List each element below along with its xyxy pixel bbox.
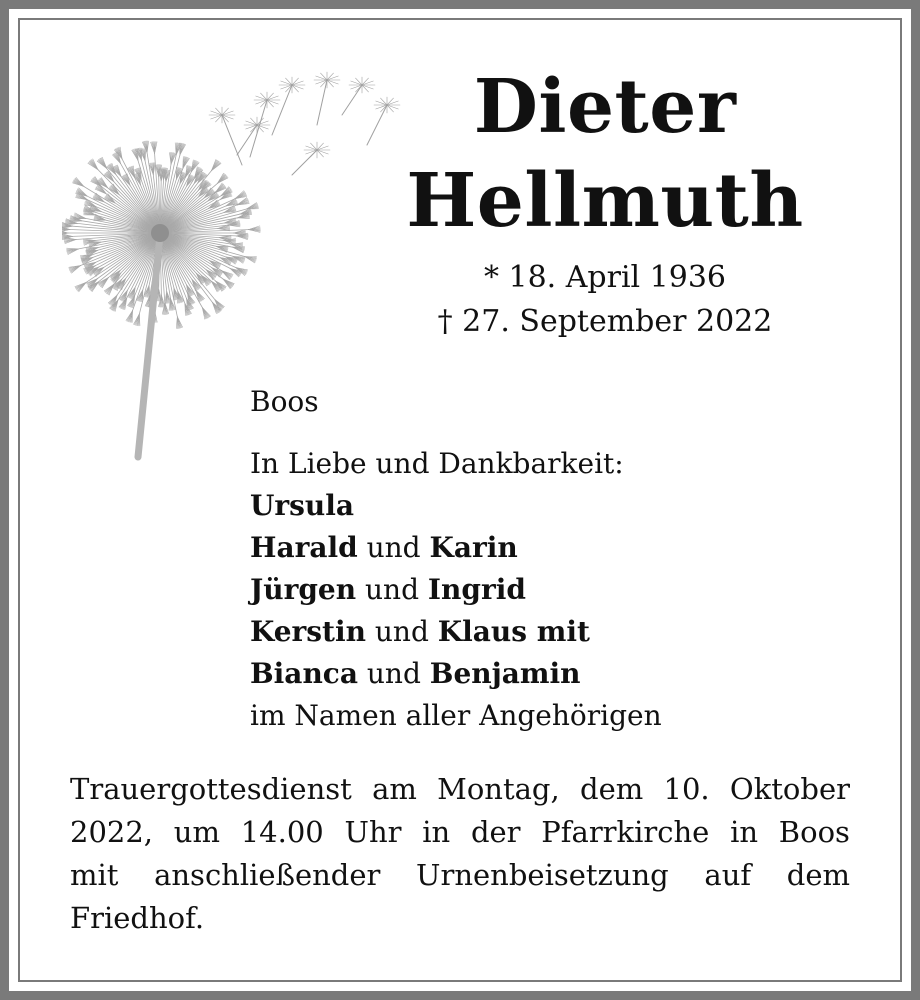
- service-word: der: [470, 815, 521, 849]
- deceased-first-name: Dieter: [473, 64, 737, 150]
- mourner-name: Klaus mit: [437, 615, 590, 648]
- mourner-line: [250, 653, 662, 695]
- life-dates: [400, 256, 810, 344]
- deceased-last-name: Hellmuth: [406, 158, 804, 244]
- mourners-block: [250, 381, 662, 737]
- mourner-line: [250, 569, 662, 611]
- service-word: in: [730, 815, 759, 849]
- mourner-name: Kerstin: [250, 615, 366, 648]
- mourner-line: [250, 611, 662, 653]
- spacer: [250, 423, 662, 443]
- service-word: Trauergottesdienst: [70, 772, 352, 806]
- service-word: um: [173, 815, 220, 849]
- service-line: [70, 811, 850, 854]
- service-word: auf: [704, 858, 752, 892]
- mourner-line: [250, 527, 662, 569]
- mourner-name: Benjamin: [429, 657, 581, 690]
- service-word: anschließender: [154, 858, 381, 892]
- service-word: dem: [580, 772, 644, 806]
- conjunction: und: [357, 531, 430, 564]
- service-word: Urnenbeisetzung: [416, 858, 669, 892]
- conjunction: und: [365, 615, 438, 648]
- service-word: Oktober: [729, 772, 850, 806]
- service-word: 10.: [663, 772, 710, 806]
- service-line: [70, 897, 850, 940]
- service-word: Friedhof.: [70, 901, 205, 935]
- service-word: mit: [70, 858, 119, 892]
- service-word: 2022,: [70, 815, 154, 849]
- mourner-line: [250, 485, 662, 527]
- mourner-name: Karin: [429, 531, 518, 564]
- service-line: [70, 768, 850, 811]
- mourner-name: Jürgen: [250, 573, 357, 606]
- conjunction: und: [356, 573, 428, 606]
- birth-date: * 18. April 1936: [483, 260, 727, 295]
- place-name: Boos: [250, 385, 319, 418]
- service-word: Boos: [778, 815, 850, 849]
- service-word: dem: [786, 858, 850, 892]
- death-date: † 27. September 2022: [437, 304, 773, 339]
- mourner-name: Ursula: [250, 489, 355, 522]
- service-line: [70, 854, 850, 897]
- conjunction: und: [358, 657, 430, 690]
- service-word: Montag,: [437, 772, 560, 806]
- mourners-closing: im Namen aller Angehörigen: [250, 699, 662, 732]
- mourner-name: Ingrid: [427, 573, 526, 606]
- service-announcement: [70, 768, 850, 940]
- service-word: am: [372, 772, 417, 806]
- mourner-name: Bianca: [250, 657, 358, 690]
- service-word: Uhr: [344, 815, 402, 849]
- service-word: Pfarrkirche: [541, 815, 710, 849]
- service-word: 14.00: [240, 815, 324, 849]
- mourner-name: Harald: [250, 531, 358, 564]
- mourners-intro: In Liebe und Dankbarkeit:: [250, 447, 624, 480]
- service-word: in: [422, 815, 451, 849]
